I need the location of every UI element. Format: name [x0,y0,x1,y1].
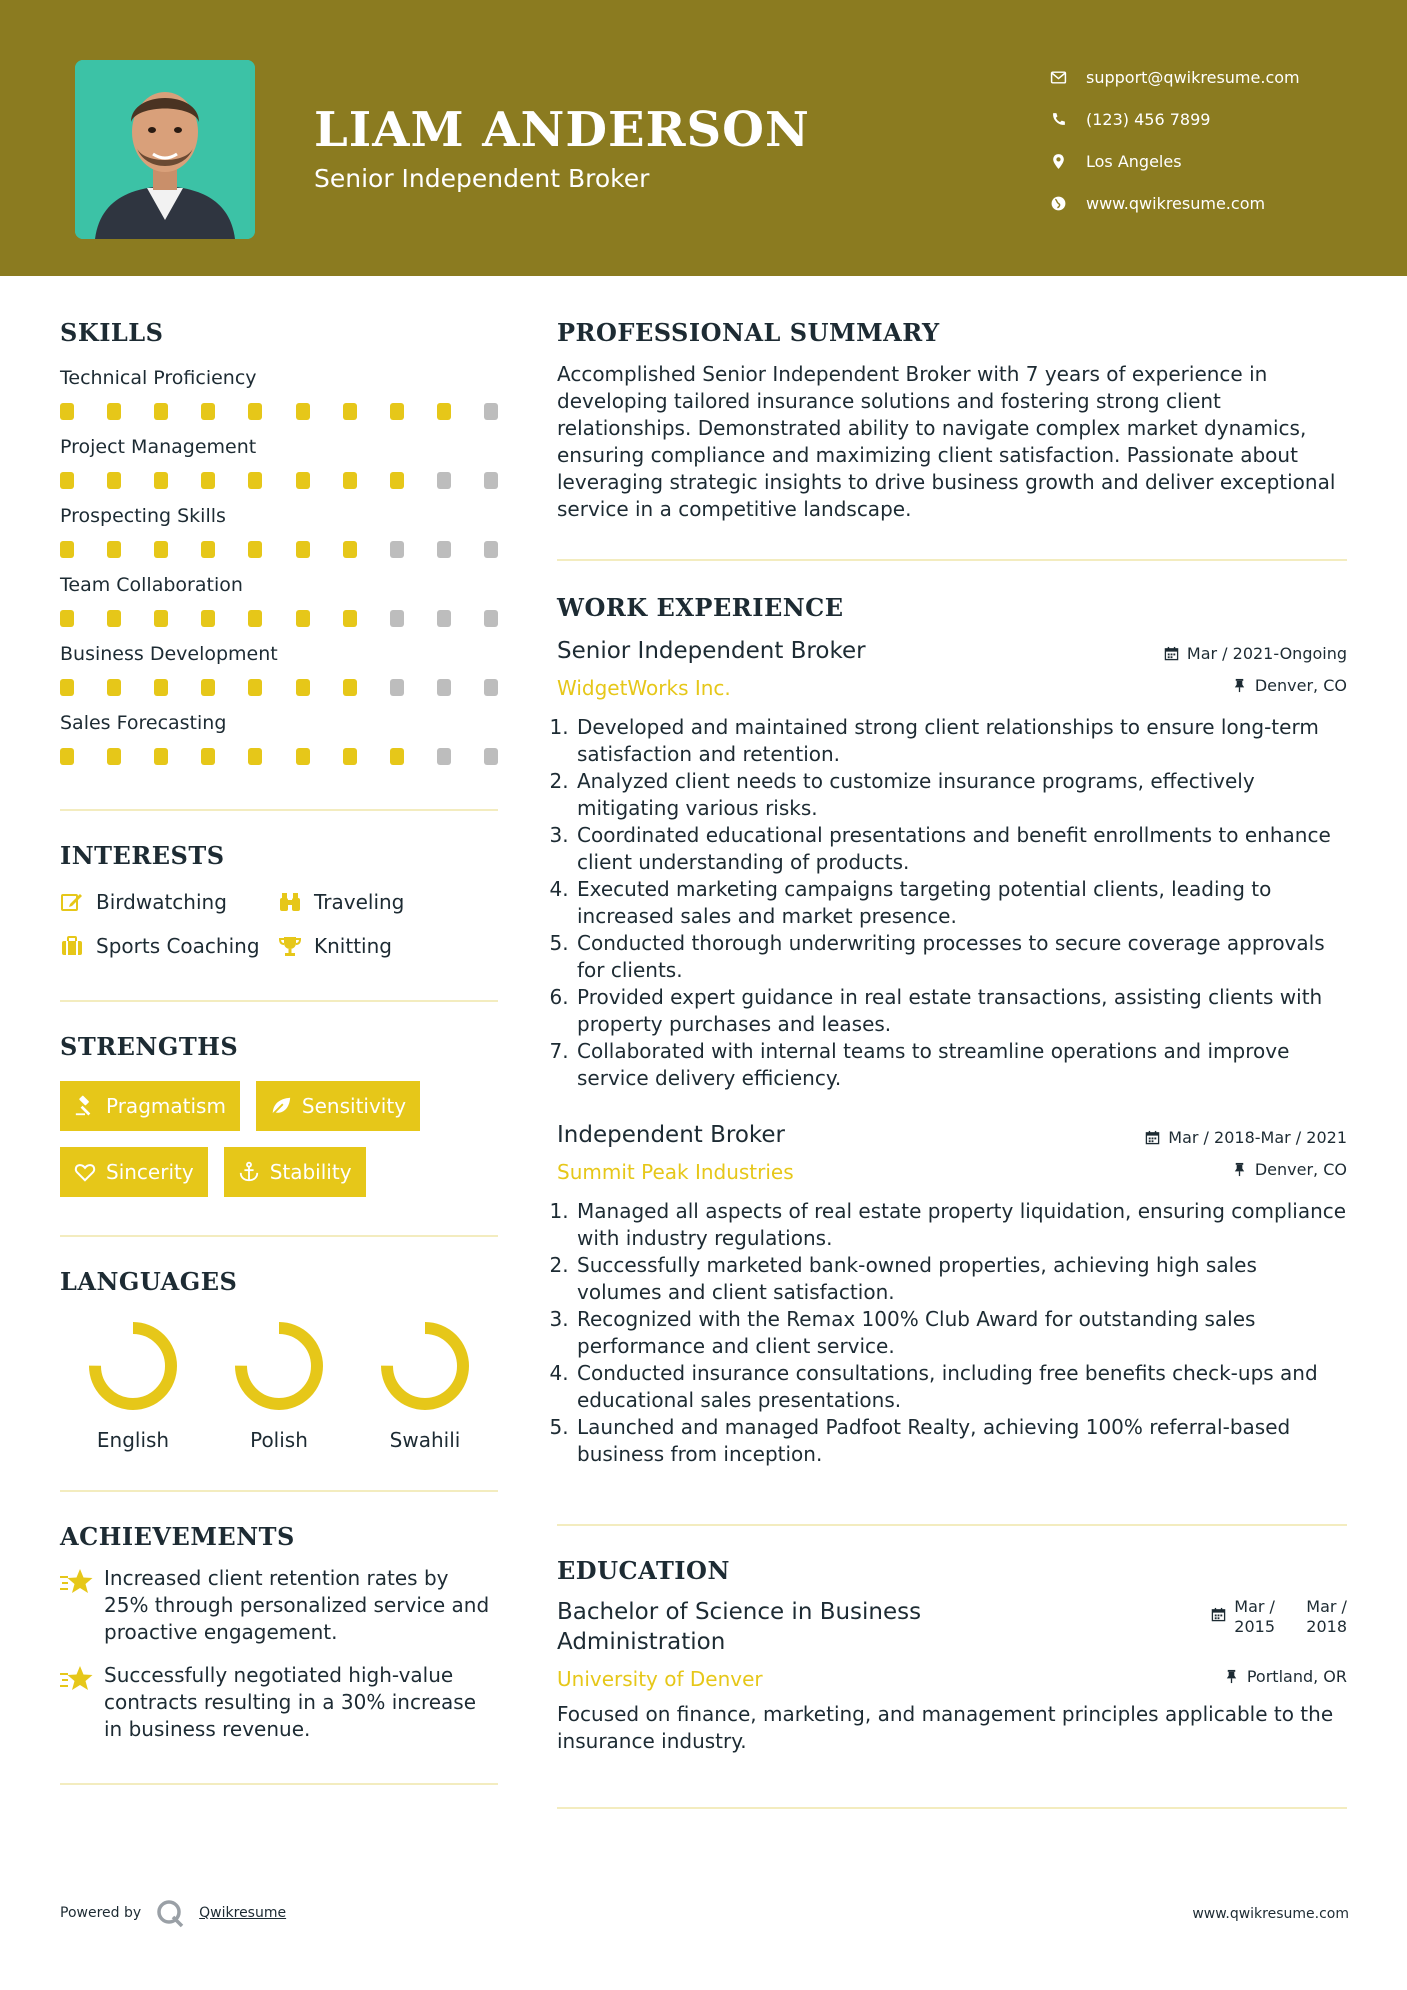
achievement-text: Successfully negotiated high-value contracts resulting in a 30% increase in business revenue. [104,1663,477,1741]
skill-dot-empty [390,541,404,558]
education-date [1211,1597,1347,1637]
strength-label: Sensitivity [301,1094,407,1118]
interest-label: Knitting [314,934,392,958]
strengths-list [60,1081,498,1197]
skill-dot-filled [154,472,168,489]
skill-dot-filled [248,403,262,420]
email-icon [1050,69,1086,86]
qwikresume-logo-icon [155,1898,185,1928]
achievement-text: Increased client retention rates by 25% through personalized service and proactive engagement. [104,1566,490,1644]
interests-list [60,890,498,958]
pencil-edit-icon [60,890,84,914]
skill-dot-filled [248,541,262,558]
achievement-item [60,1565,498,1646]
section-divider [557,1807,1347,1809]
skill-dot-filled [201,472,215,489]
skill-dot-filled [60,541,74,558]
education-end-year: 2018 [1306,1617,1347,1636]
qwikresume-link[interactable]: Qwikresume [199,1905,287,1921]
skill-dot-empty [437,679,451,696]
skill-dot-filled [248,748,262,765]
strength-badge [224,1147,366,1197]
skills-list [60,367,498,765]
skill-dot-filled [296,472,310,489]
section-divider [60,809,498,811]
skill-dot-filled [201,541,215,558]
pushpin-icon [1232,678,1247,693]
skill-rating [60,679,498,696]
skill-dot-empty [484,748,498,765]
language-item [60,1318,206,1452]
candidate-title: Senior Independent Broker [314,164,650,193]
language-item [206,1318,352,1452]
skill-dot-filled [154,679,168,696]
company-name: WidgetWorks Inc. [557,676,731,700]
skill-dot-empty [484,472,498,489]
responsibility-item: 7. Collaborated with internal teams to streamline operations and improve service delivery efficiency. [575,1038,1347,1092]
gavel-icon [74,1095,96,1117]
skill-dot-filled [390,472,404,489]
job-location [1232,676,1347,695]
left-column [60,318,498,1785]
job-responsibilities [557,1198,1347,1468]
skill-dot-filled [201,610,215,627]
company-name: Summit Peak Industries [557,1160,794,1184]
section-divider [60,1000,498,1002]
star-icon [60,1567,94,1597]
job-date-text: Mar / 2018-Mar / 2021 [1168,1128,1347,1147]
skill-dot-empty [484,541,498,558]
section-divider [60,1490,498,1492]
skill-dot-empty [390,610,404,627]
right-column [557,318,1347,1809]
leaf-icon [270,1095,292,1117]
education-heading: EDUCATION [557,1556,730,1585]
trophy-icon [278,934,302,958]
skill-dot-filled [60,748,74,765]
star-icon [60,1664,94,1694]
footer-website[interactable]: www.qwikresume.com [1192,1906,1349,1922]
skill-name: Team Collaboration [60,574,243,596]
interest-item [60,890,278,914]
language-name: Polish [250,1428,308,1452]
interest-label: Birdwatching [96,890,227,914]
job-date [1164,644,1347,663]
candidate-name: LIAM ANDERSON [314,102,810,158]
language-level-arc [95,1328,171,1404]
contact-list [1050,56,1300,224]
heart-icon [74,1161,96,1183]
skill-dot-filled [437,403,451,420]
skill-dot-empty [437,472,451,489]
contact-location [1050,140,1300,182]
language-name: English [96,1428,170,1452]
responsibility-item: 4. Conducted insurance consultations, including free benefits check-ups and educational sales presentations. [575,1360,1347,1414]
section-divider [557,559,1347,561]
contact-location-text: Los Angeles [1086,151,1182,171]
responsibility-item: 2. Successfully marketed bank-owned properties, achieving high sales volumes and client satisfaction. [575,1252,1347,1306]
school-name: University of Denver [557,1667,763,1691]
skill-dot-filled [343,610,357,627]
interest-label: Traveling [314,890,405,914]
language-name: Swahili [389,1428,461,1452]
education-description: Focused on finance, marketing, and management principles applicable to the insurance industry. [557,1702,1334,1753]
skill-dot-empty [437,610,451,627]
responsibility-item: 3. Recognized with the Remax 100% Club Award for outstanding sales performance and client service. [575,1306,1347,1360]
skill-dot-filled [107,541,121,558]
job-location-text: Denver, CO [1254,1160,1347,1179]
globe-icon [1050,195,1086,212]
job-date-text: Mar / 2021-Ongoing [1186,644,1347,663]
responsibility-item: 3. Coordinated educational presentations and benefit enrollments to enhance client understanding of products. [575,822,1347,876]
skill-dot-filled [201,748,215,765]
language-level-arc [241,1328,317,1404]
skill-dot-filled [154,610,168,627]
resume-header [0,0,1407,276]
skill-dot-filled [107,610,121,627]
skill-dot-empty [484,610,498,627]
skill-dot-empty [437,541,451,558]
job-entry [557,1122,1347,1468]
contact-phone[interactable] [1050,98,1300,140]
language-progress-ring [231,1318,327,1414]
summary-text: Accomplished Senior Independent Broker with 7 years of experience in developing tailored insurance solutions and fostering strong client relationships. Demonstrated ability to navigate complex market dynamics, ensuring compliance and maximizing client satisfaction. Passionate about leveraging strategic insights to drive business growth and deliver exceptional service in a competitive landscape. [557,362,1336,521]
skill-dot-filled [248,472,262,489]
contact-website[interactable] [1050,182,1300,224]
skill-name: Sales Forecasting [60,712,227,734]
responsibility-item: 4. Executed marketing campaigns targeting potential clients, leading to increased sales and market presence. [575,876,1347,930]
language-progress-ring [377,1318,473,1414]
skill-dot-filled [107,403,121,420]
skill-dot-filled [296,610,310,627]
skill-rating [60,541,498,558]
skill-dot-empty [437,748,451,765]
skill-dot-filled [107,748,121,765]
briefcase-icon [60,934,84,958]
interest-item [278,890,498,914]
responsibility-item: 1. Developed and maintained strong client relationships to ensure long-term satisfaction and retention. [575,714,1347,768]
anchor-icon [238,1161,260,1183]
job-date [1145,1128,1347,1147]
experience-heading: WORK EXPERIENCE [557,593,844,622]
binoculars-icon [278,890,302,914]
language-item [352,1318,498,1452]
calendar-icon [1164,646,1179,661]
achievements-heading: ACHIEVEMENTS [60,1522,295,1551]
skill-dot-filled [343,472,357,489]
degree-title: Bachelor of Science in Business Administration [557,1599,922,1655]
skill-dot-filled [107,472,121,489]
skill-dot-empty [484,679,498,696]
skill-dot-filled [343,679,357,696]
job-title: Independent Broker [557,1122,786,1148]
job-responsibilities [557,714,1347,1092]
interests-heading: INTERESTS [60,841,225,870]
skill-name: Technical Proficiency [60,367,257,389]
skill-dot-filled [107,679,121,696]
skill-dot-filled [60,403,74,420]
interest-item [60,934,278,958]
skill-dot-filled [296,679,310,696]
section-divider [60,1235,498,1237]
job-location-text: Denver, CO [1254,676,1347,695]
responsibility-item: 6. Provided expert guidance in real estate transactions, assisting clients with property purchases and leases. [575,984,1347,1038]
responsibility-item: 2. Analyzed client needs to customize insurance programs, effectively mitigating various risks. [575,768,1347,822]
profile-photo [75,60,255,239]
language-progress-ring [85,1318,181,1414]
phone-icon [1050,111,1086,128]
calendar-icon [1211,1607,1226,1622]
contact-email[interactable] [1050,56,1300,98]
skill-dot-filled [248,679,262,696]
pushpin-icon [1232,1162,1247,1177]
calendar-icon [1145,1130,1160,1145]
strength-badge [60,1081,240,1131]
skill-name: Project Management [60,436,257,458]
education-end-month: Mar / [1306,1597,1347,1616]
job-title: Senior Independent Broker [557,638,866,664]
skill-dot-filled [154,541,168,558]
languages-list [60,1318,498,1452]
skills-heading: SKILLS [60,318,164,347]
skill-rating [60,610,498,627]
strength-badge [256,1081,420,1131]
languages-heading: LANGUAGES [60,1267,238,1296]
skill-dot-filled [296,748,310,765]
responsibility-item: 1. Managed all aspects of real estate property liquidation, ensuring compliance with industry regulations. [575,1198,1347,1252]
interest-item [278,934,498,958]
section-divider [60,1783,498,1785]
skill-dot-filled [343,403,357,420]
education-location-text: Portland, OR [1246,1667,1347,1686]
skill-dot-filled [201,403,215,420]
skill-dot-filled [60,472,74,489]
skill-dot-filled [248,610,262,627]
contact-website-text: www.qwikresume.com [1086,193,1266,213]
skill-dot-filled [343,541,357,558]
skill-name: Prospecting Skills [60,505,226,527]
strength-label: Stability [269,1160,352,1184]
language-level-arc [387,1328,463,1404]
achievement-item [60,1662,498,1743]
contact-email-text: support@qwikresume.com [1086,67,1300,87]
skill-dot-filled [154,748,168,765]
responsibility-item: 5. Conducted thorough underwriting processes to secure coverage approvals for clients. [575,930,1347,984]
skill-rating [60,403,498,420]
job-entry [557,638,1347,1092]
education-entry [557,1597,1347,1755]
section-divider [557,1524,1347,1526]
responsibility-item: 5. Launched and managed Padfoot Realty, achieving 100% referral-based business from inception. [575,1414,1347,1468]
skill-name: Business Development [60,643,278,665]
skill-dot-filled [201,679,215,696]
interest-label: Sports Coaching [96,934,260,958]
skill-dot-filled [60,610,74,627]
summary-heading: PROFESSIONAL SUMMARY [557,318,940,347]
skill-dot-filled [296,541,310,558]
strength-badge [60,1147,208,1197]
skill-dot-filled [343,748,357,765]
skill-rating [60,472,498,489]
footer-powered-by [60,1898,286,1928]
contact-phone-text: (123) 456 7899 [1086,109,1211,129]
pushpin-icon [1224,1669,1239,1684]
education-start-year: 2015 [1234,1617,1275,1636]
skill-dot-filled [154,403,168,420]
skill-dot-filled [390,403,404,420]
skill-dot-empty [390,679,404,696]
skill-dot-filled [60,679,74,696]
education-location [1224,1667,1347,1686]
skill-dot-filled [296,403,310,420]
education-start-month: Mar / [1234,1597,1275,1616]
strengths-heading: STRENGTHS [60,1032,239,1061]
skill-dot-filled [390,748,404,765]
skill-dot-empty [484,403,498,420]
job-location [1232,1160,1347,1179]
powered-by-label: Powered by [60,1905,142,1921]
skill-rating [60,748,498,765]
location-pin-icon [1050,153,1086,170]
strength-label: Pragmatism [106,1094,226,1118]
person-avatar-icon [75,60,255,239]
strength-label: Sincerity [106,1160,194,1184]
